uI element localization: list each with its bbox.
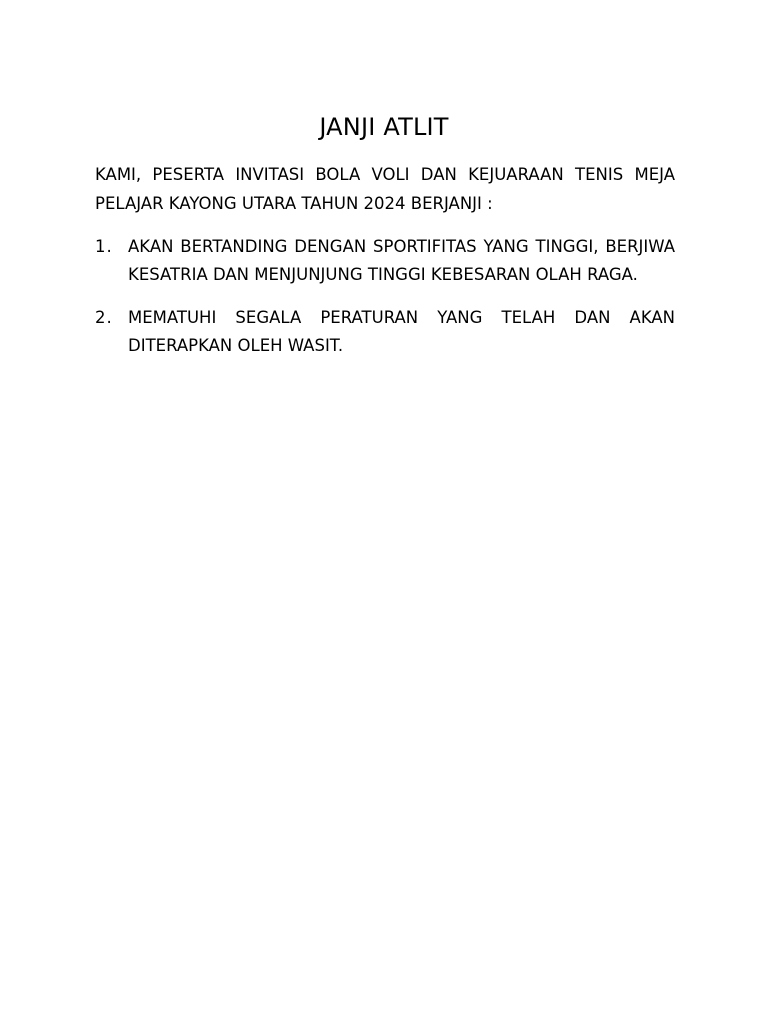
intro-paragraph: KAMI, PESERTA INVITASI BOLA VOLI DAN KEJUARAAN TENIS MEJA PELAJAR KAYONG UTARA TAHUN 2024 BERJANJI : xyxy=(95,165,675,213)
list-item-number: 2. xyxy=(95,308,113,327)
list-item xyxy=(95,233,675,289)
list-item xyxy=(95,304,675,360)
document-title: JANJI ATLIT xyxy=(319,113,449,141)
list-item-text: AKAN BERTANDING DENGAN SPORTIFITAS YANG TINGGI, BERJIWA KESATRIA DAN MENJUNJUNG TINGGI KEBESARAN OLAH RAGA. xyxy=(128,237,675,284)
list-item-number: 1. xyxy=(95,237,113,256)
list-item-text: MEMATUHI SEGALA PERATURAN YANG TELAH DAN AKAN DITERAPKAN OLEH WASIT. xyxy=(128,308,675,355)
pledge-list xyxy=(95,233,675,375)
